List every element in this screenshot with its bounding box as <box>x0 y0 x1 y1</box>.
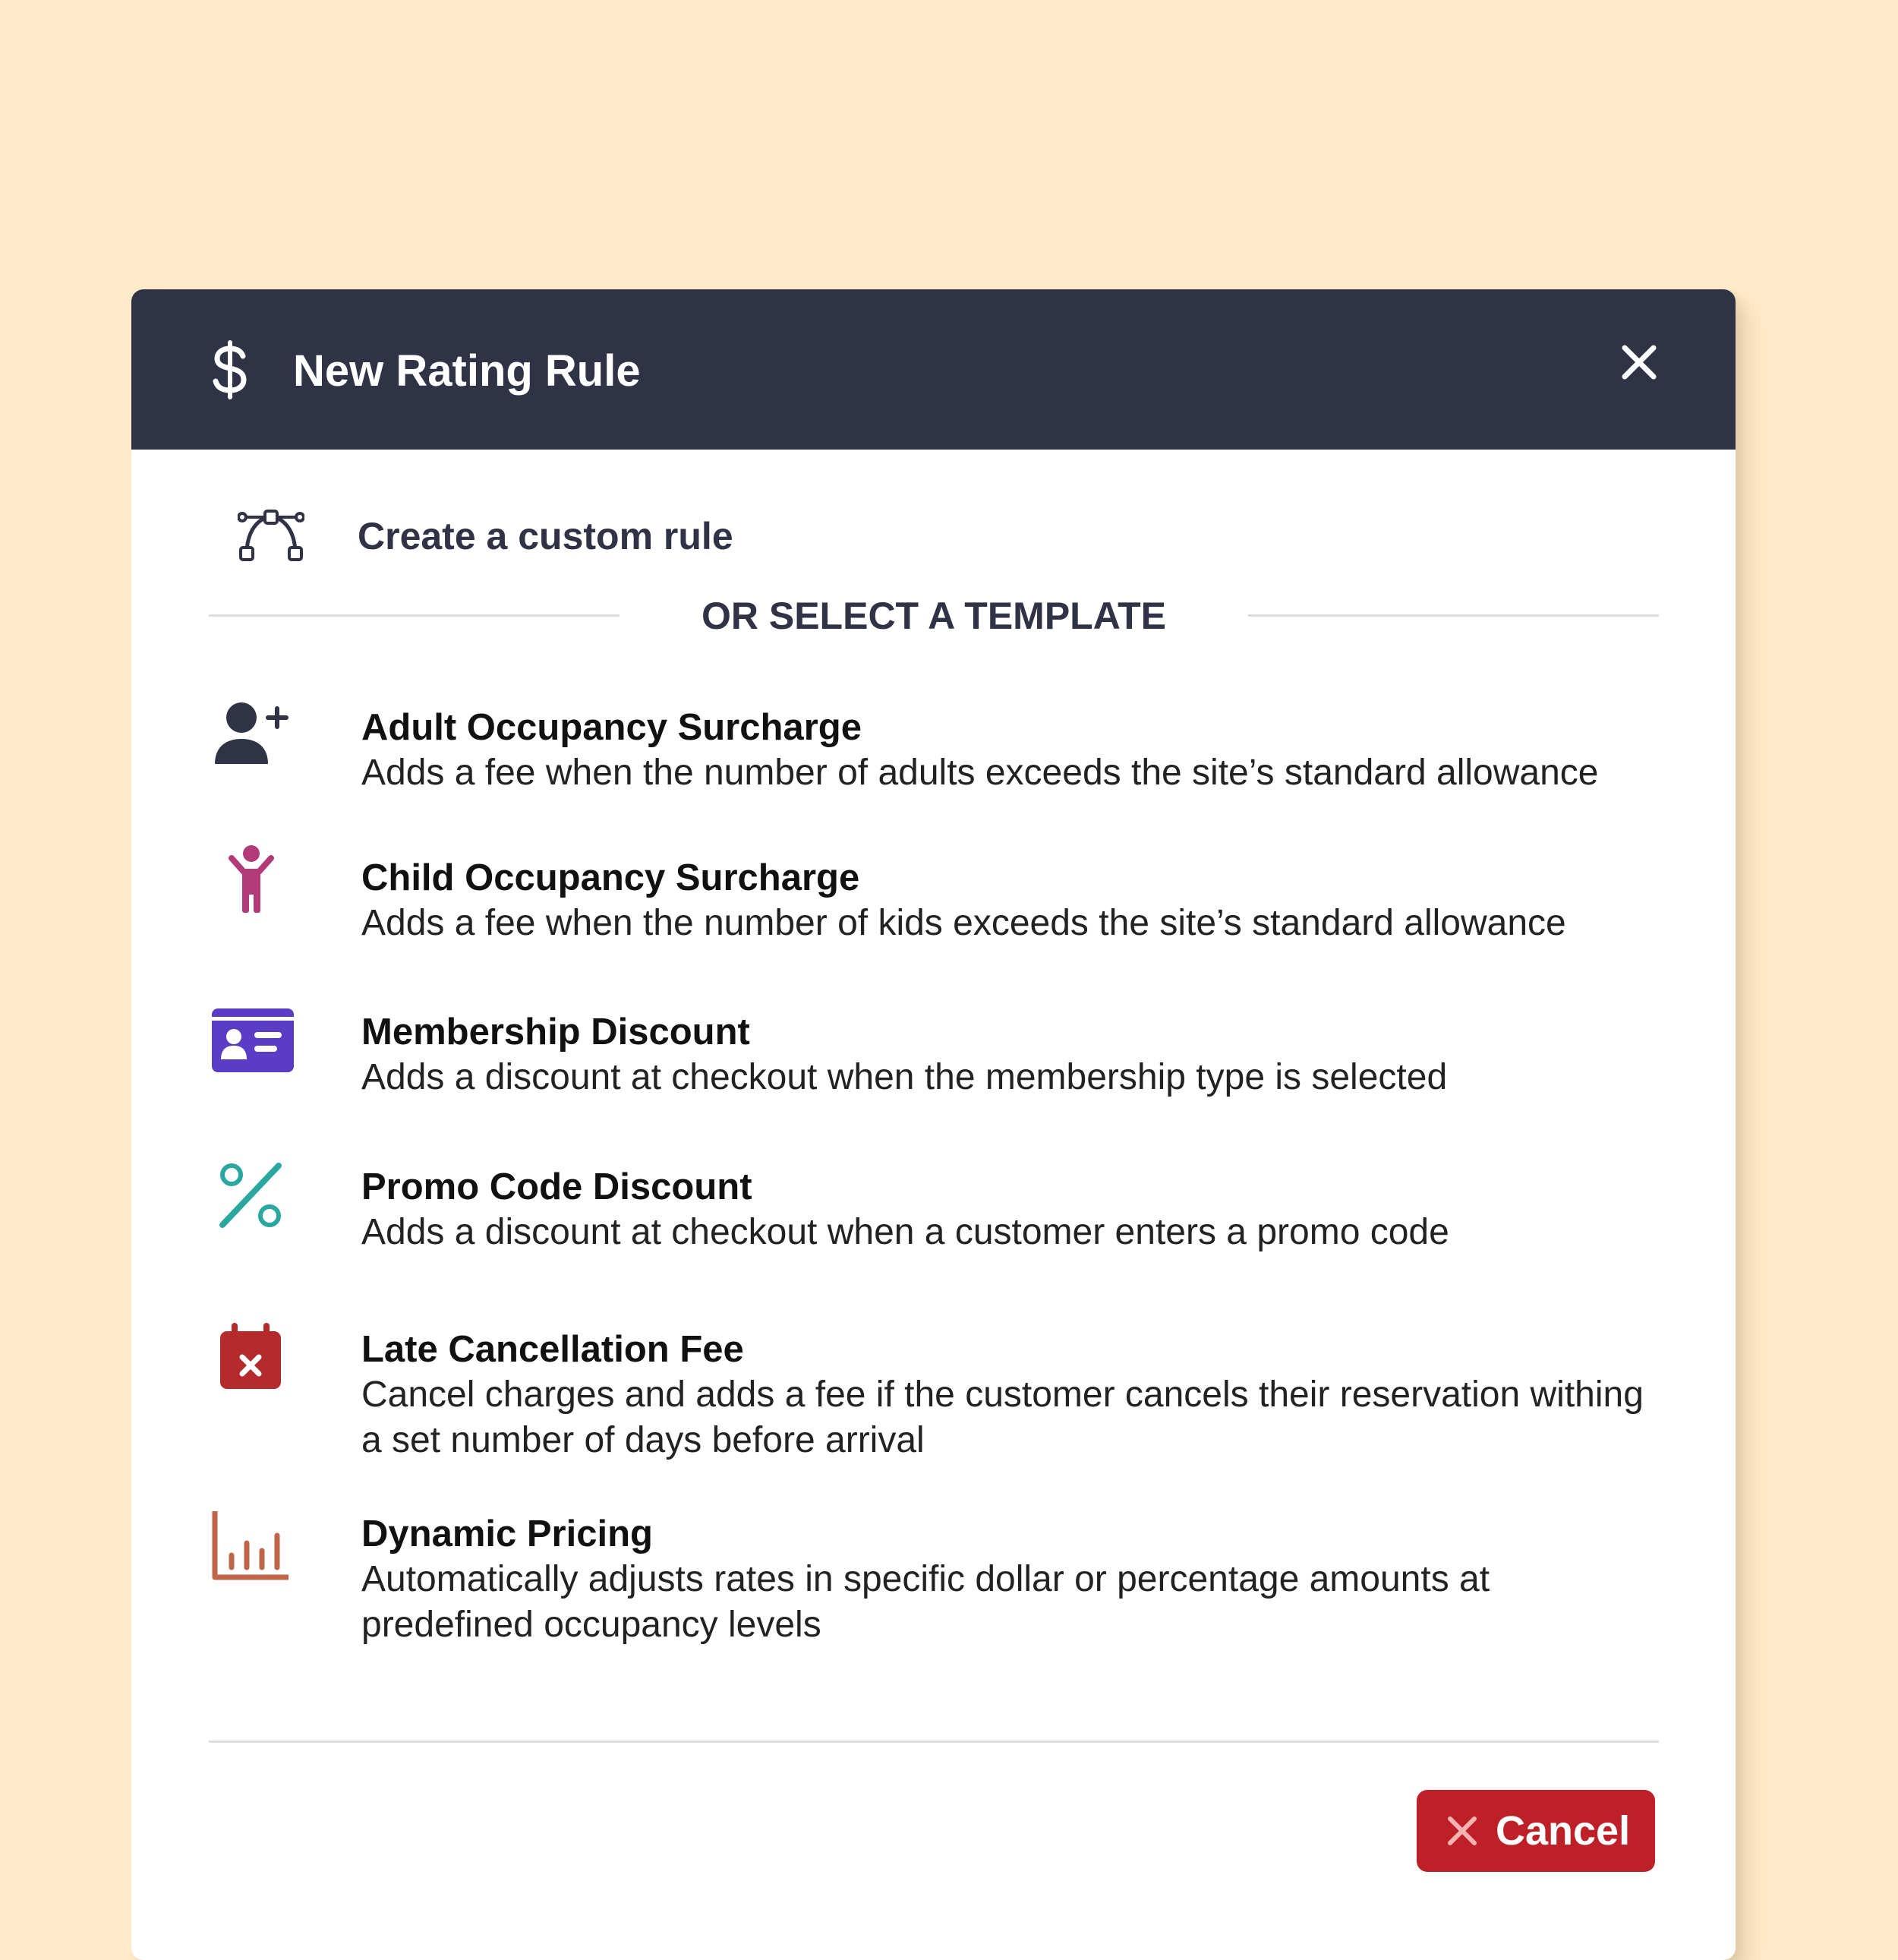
template-adult-occupancy-surcharge[interactable] <box>207 705 1673 803</box>
template-title: Late Cancellation Fee <box>361 1329 744 1370</box>
template-dynamic-pricing[interactable] <box>207 1511 1673 1655</box>
bezier-curve-icon <box>238 508 304 563</box>
new-rating-rule-modal <box>131 289 1736 1960</box>
template-description: Adds a discount at checkout when a customer enters a promo code <box>361 1212 1449 1252</box>
template-description: Adds a discount at checkout when the membership type is selected <box>361 1057 1448 1097</box>
template-description: Cancel charges and adds a fee if the customer cancels their reservation withing a set number of days before arrival <box>361 1375 1644 1460</box>
dollar-sign-icon <box>207 339 253 400</box>
divider-line <box>1248 614 1659 617</box>
template-title: Dynamic Pricing <box>361 1513 653 1554</box>
divider-label: OR SELECT A TEMPLATE <box>701 595 1167 637</box>
template-description: Adds a fee when the number of kids exceeds the site’s standard allowance <box>361 903 1566 943</box>
custom-rule-label: Create a custom rule <box>358 515 733 557</box>
template-divider <box>209 589 1659 642</box>
user-plus-icon <box>207 688 295 776</box>
template-late-cancellation-fee[interactable] <box>207 1327 1673 1471</box>
close-icon <box>1447 1816 1477 1846</box>
close-icon <box>1622 345 1657 380</box>
footer-divider <box>209 1741 1659 1743</box>
close-button[interactable] <box>1609 332 1669 393</box>
calendar-x-icon <box>207 1313 295 1401</box>
child-icon <box>207 837 295 925</box>
create-custom-rule-link[interactable] <box>238 502 921 578</box>
modal-header <box>131 289 1736 450</box>
chart-bar-icon <box>207 1501 295 1589</box>
template-description: Adds a fee when the number of adults exceeds the site’s standard allowance <box>361 753 1599 793</box>
template-title: Child Occupancy Surcharge <box>361 857 860 898</box>
cancel-label: Cancel <box>1496 1808 1631 1854</box>
template-title: Promo Code Discount <box>361 1166 752 1207</box>
template-description: Automatically adjusts rates in specific dollar or percentage amounts at predefined occupancy levels <box>361 1559 1490 1645</box>
divider-line <box>209 614 620 617</box>
template-child-occupancy-surcharge[interactable] <box>207 855 1673 954</box>
template-membership-discount[interactable] <box>207 1009 1673 1108</box>
modal-title: New Rating Rule <box>293 346 641 396</box>
id-card-icon <box>207 999 295 1087</box>
template-promo-code-discount[interactable] <box>207 1164 1673 1263</box>
template-title: Membership Discount <box>361 1012 750 1053</box>
percent-icon <box>207 1152 295 1240</box>
cancel-button[interactable] <box>1417 1790 1655 1872</box>
template-title: Adult Occupancy Surcharge <box>361 707 862 748</box>
